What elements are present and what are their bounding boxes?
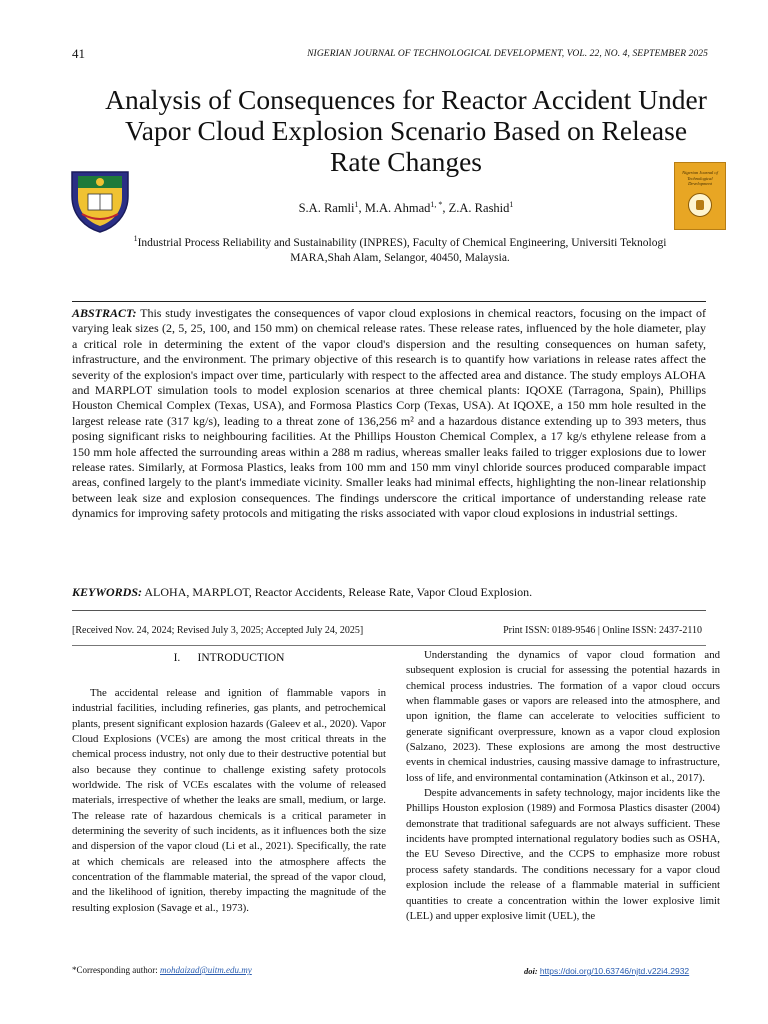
author-name: S.A. Ramli <box>298 201 355 216</box>
right-column <box>406 648 720 924</box>
author-affiliation-mark: 1 <box>509 200 514 209</box>
author-name: Z.A. Rashid <box>448 201 510 216</box>
corresponding-author <box>72 965 252 975</box>
abstract <box>72 306 706 522</box>
abstract-label: ABSTRACT: <box>72 306 137 320</box>
body-top-rule <box>72 645 706 646</box>
abstract-top-rule <box>72 301 706 302</box>
affiliation <box>120 231 680 266</box>
keywords <box>72 585 706 600</box>
paper-title: Analysis of Consequences for Reactor Accident Under Vapor Cloud Explosion Scenario Based on Release Rate Changes <box>105 84 707 177</box>
journal-header: NIGERIAN JOURNAL OF TECHNOLOGICAL DEVELOPMENT, VOL. 22, NO. 4, SEPTEMBER 2025 <box>307 49 708 59</box>
cover-emblem-icon <box>688 193 712 217</box>
email-link[interactable]: mohdaizad@uitm.edu.my <box>160 965 252 975</box>
paragraph: The accidental release and ignition of flammable vapors in industrial facilities, including refineries, gas plants, and petrochemical plants, present significant explosion hazards (Galeev et al., 2020). Vapor Cloud Explosions (VCEs) are among the most critical threats in the chemical process industry, not only due to their destructive potential but also because they continue to challenge existing safety protocols worldwide. The risk of VCEs escalates with the volume of released materials, irrespective of whether the leaks are small, medium, or large. The release rate of hazardous chemicals is a critical parameter in determining the severity of such incidents, as it influences both the size and dispersion of the vapor cloud (Li et al., 2021). Specifically, the rate at which chemicals are released into the atmosphere affects the concentration of the flammable material, the spread of the vapor cloud, and the likelihood of ignition, thereby impacting the magnitude of the resulting explosion (Savage et al., 1973). <box>72 687 386 914</box>
section-number: I. <box>173 652 181 664</box>
keywords-label: KEYWORDS: <box>72 585 143 599</box>
doi-link[interactable]: https://doi.org/10.63746/njtd.v22i4.2932 <box>539 966 690 976</box>
left-column <box>72 686 386 916</box>
doi <box>524 966 689 976</box>
author-name: M.A. Ahmad <box>364 201 431 216</box>
corresponding-label: *Corresponding author: <box>72 965 158 975</box>
section-heading <box>72 652 386 664</box>
paragraph: Understanding the dynamics of vapor cloud formation and subsequent explosion is crucial for assessing the potential hazards in chemical process industries. The formation of a vapor cloud occurs when flammable gases or vapors are released into the atmosphere, and upon ignition, the flame can accelerate to velocities sufficient to generate significant overpressure, known as a vapor cloud explosion (Salzano, 2023). These explosions are among the most destructive events in chemical industries, causing massive damage to infrastructure, loss of life, and environmental contamination (Atkinson et al., 2017). <box>406 649 720 784</box>
affiliation-mark: 1 <box>133 234 138 243</box>
keywords-bottom-rule <box>72 610 706 611</box>
keywords-text: ALOHA, MARPLOT, Reactor Accidents, Release Rate, Vapor Cloud Explosion. <box>144 585 533 599</box>
affiliation-text: Industrial Process Reliability and Sustainability (INPRES), Faculty of Chemical Engineering, Universiti Teknologi MARA,Shah Alam, Selangor, 40450, Malaysia. <box>137 236 667 264</box>
author-affiliation-mark: 1 <box>354 200 359 209</box>
received-dates: [Received Nov. 24, 2024; Revised July 3, 2025; Accepted July 24, 2025] <box>72 625 364 636</box>
page-number: 41 <box>72 46 85 61</box>
author-affiliation-mark: 1, * <box>430 200 443 209</box>
doi-label: doi: <box>524 966 538 976</box>
section-title: INTRODUCTION <box>197 652 285 664</box>
paragraph: Despite advancements in safety technology, major incidents like the Phillips Houston explosion (1989) and Formosa Plastics disaster (2004) demonstrate that traditional safeguards are not always sufficient. These incidents have prompted international regulatory bodies such as OSHA, the EU Seveso Directive, and the CCPS to emphasize more robust process safety standards. The conditions necessary for a vapor cloud explosion include the release of a flammable material in sufficient quantities to create a concentration within the lower explosive limit (LEL) and upper explosive limit (UEL), the <box>406 787 720 922</box>
abstract-text: This study investigates the consequences of vapor cloud explosions in chemical reactors, focusing on the impact of varying leak sizes (2, 5, 25, 100, and 150 mm) on chemical release rates. These release rates, influenced by the hole diameter, play a critical role in determining the extent of the vapor cloud's dispersion and the resulting consequences on human safety, infrastructure, and the environment. The primary objective of this research is to quantify how variations in release rates affect the severity of the explosion's impact over time, particularly with respect to the affected area and distance. The study employs ALOHA and MARPLOT simulation tools to model explosion scenarios at three chemical plants: IQOXE (Tarragona, Spain), Phillips Houston Chemical Complex (Texas, USA), and Formosa Plastics Corp (Texas, USA). At IQOXE, a 150 mm hole resulted in the largest release rate (317 kg/s), leading to a threat zone of 136,256 m² and a hazardous distance extending up to 393 meters, thus posing significant risks to neighbouring facilities. At the Phillips Houston Chemical Complex, a 17 kg/s ethylene release from a 150 mm hole affected the surrounding areas within a 288 m radius, whereas smaller leaks failed to trigger explosions due to lower release rates. Similarly, at Formosa Plastics, leaks from 100 mm and 150 mm vinyl chloride sources produced comparable impact areas, confined largely to the plant's immediate vicinity. Smaller leaks had minimal effects, highlighting the non-linear relationship between leak size and explosion consequences. The findings underscore the critical importance of understanding release rate dynamics for improving safety protocols and mitigating the risks associated with vapor cloud explosions in industrial settings. <box>72 306 706 521</box>
author-list: S.A. Ramli$^1$, M.A. Ahmad$^{1, *}$, Z.A. Rashid$^1$ <box>298 200 514 216</box>
cover-title: Nigerian Journal of Technological Development <box>682 170 718 186</box>
issn-info: Print ISSN: 0189-9546 | Online ISSN: 2437-2110 <box>503 625 702 636</box>
